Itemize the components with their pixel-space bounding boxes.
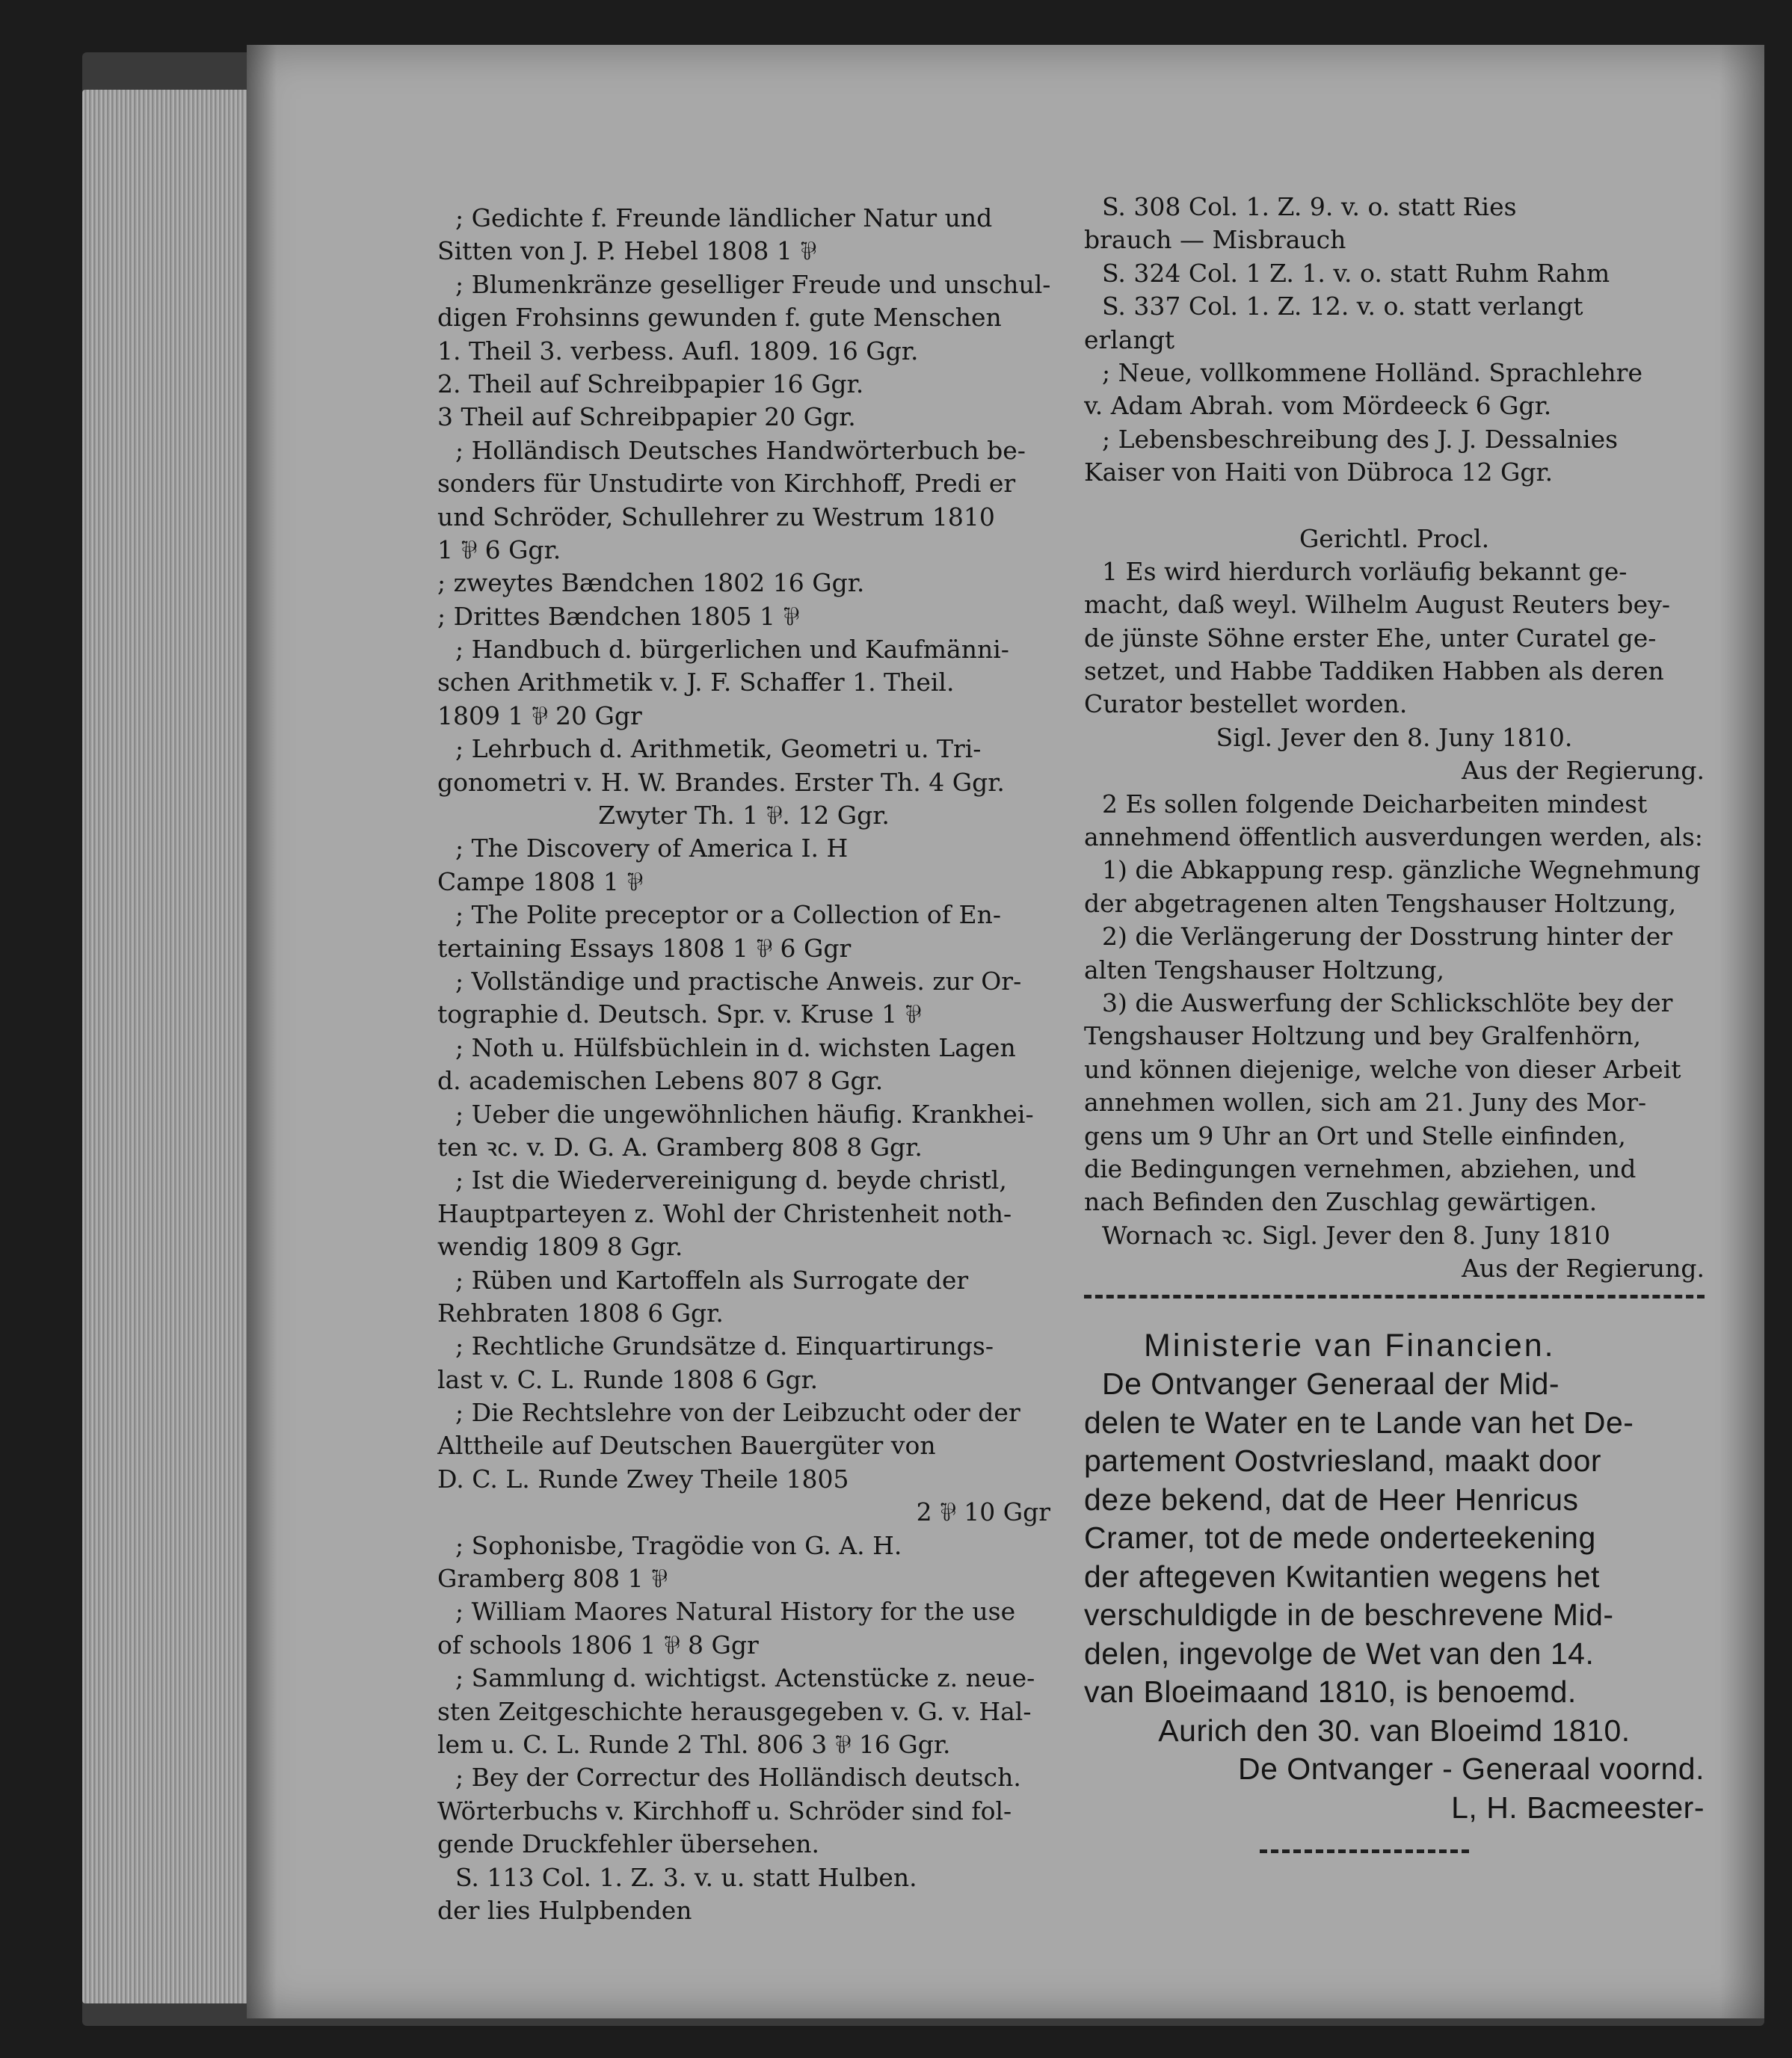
text-line: ; Lebensbeschreibung des J. J. Dessalnies	[1102, 424, 1619, 454]
text-line: Sigl. Jever den 8. Juny 1810.	[1216, 722, 1573, 752]
text-line: 1 Es wird hierdurch vorläufig bekannt ge-	[1102, 556, 1628, 586]
text-line: L, H. Bacmeester-	[1451, 1790, 1705, 1825]
text-line: tertaining Essays 1808 1 ⅌ 6 Ggr	[437, 933, 852, 963]
text-line: 1. Theil 3. verbess. Aufl. 1809. 16 Ggr.	[437, 336, 919, 366]
text-line: sonders für Unstudirte von Kirchhoff, Predi er	[437, 469, 1016, 499]
text-line: Tengshauser Holtzung und bey Gralfenhörn,	[1084, 1021, 1642, 1051]
text-line: ; Drittes Bændchen 1805 1 ⅌	[437, 601, 800, 631]
text-line: der lies Hulpbenden	[437, 1895, 692, 1925]
right-column	[1084, 191, 1705, 1858]
finance-ministry-notice	[1084, 1327, 1705, 1828]
text-line: gonometri v. H. W. Brandes. Erster Th. 4 Ggr.	[437, 767, 1005, 797]
text-line: annehmen wollen, sich am 21. Juny des Mor-	[1084, 1088, 1647, 1118]
text-line: brauch — Misbrauch	[1084, 225, 1346, 255]
page-edge-shadow	[1719, 45, 1764, 2018]
text-line: wendig 1809 8 Ggr.	[437, 1232, 683, 1262]
text-line: ; Die Rechtslehre von der Leibzucht oder der	[455, 1398, 1020, 1428]
text-line: und Schröder, Schullehrer zu Westrum 1810	[437, 502, 995, 532]
text-line: annehmend öffentlich ausverdungen werden, als:	[1084, 822, 1703, 852]
text-line: sten Zeitgeschichte herausgegeben v. G. v. Hal-	[437, 1696, 1032, 1726]
text-line: Gerichtl. Procl.	[1299, 523, 1490, 553]
text-line: der abgetragenen alten Tengshauser Holtzung,	[1084, 888, 1677, 918]
text-line: Sitten von J. P. Hebel 1808 1 ⅌	[437, 236, 816, 266]
text-line: ; Ist die Wiedervereinigung d. beyde christl,	[455, 1165, 1007, 1195]
text-line: lem u. C. L. Runde 2 Thl. 806 3 ⅌ 16 Ggr.	[437, 1729, 951, 1759]
text-line: 2. Theil auf Schreibpapier 16 Ggr.	[437, 369, 864, 398]
text-line: tographie d. Deutsch. Spr. v. Kruse 1 ⅌	[437, 999, 922, 1029]
text-line: setzet, und Habbe Taddiken Habben als deren	[1084, 656, 1664, 686]
text-line: of schools 1806 1 ⅌ 8 Ggr	[437, 1630, 759, 1660]
text-line: last v. C. L. Runde 1808 6 Ggr.	[437, 1364, 819, 1394]
text-line: nach Befinden den Zuschlag gewärtigen.	[1084, 1187, 1598, 1217]
text-line: Curator bestellet worden.	[1084, 689, 1408, 719]
text-line: d. academischen Lebens 807 8 Ggr.	[437, 1066, 884, 1096]
text-line: 2 Es sollen folgende Deicharbeiten mindest	[1102, 789, 1648, 819]
text-line: macht, daß weyl. Wilhelm August Reuters bey-	[1084, 590, 1671, 620]
text-line: ; The Discovery of America I. H	[455, 834, 849, 863]
text-line: ; Handbuch d. bürgerlichen und Kaufmänni-	[455, 635, 1009, 665]
section-divider	[1084, 1295, 1705, 1304]
text-line: D. C. L. Runde Zwey Theile 1805	[437, 1464, 849, 1494]
text-line: De Ontvanger - Generaal voornd.	[1238, 1752, 1705, 1786]
text-line: De Ontvanger Generaal der Mid-	[1102, 1367, 1560, 1401]
text-line: und können diejenige, welche von dieser Arbeit	[1084, 1054, 1681, 1084]
text-line: die Bedingungen vernehmen, abziehen, und	[1084, 1153, 1636, 1183]
text-line: verschuldigde in de beschrevene Mid-	[1084, 1598, 1614, 1632]
text-line: gens um 9 Uhr an Ort und Stelle einfinden,	[1084, 1121, 1626, 1150]
text-line: Ministerie van Financien.	[1144, 1327, 1556, 1364]
text-line: ; Bey der Correctur des Holländisch deutsch.	[455, 1763, 1021, 1793]
text-line: ; Neue, vollkommene Holländ. Sprachlehre	[1102, 357, 1642, 387]
page-edges	[82, 90, 262, 2003]
text-line: 2) die Verlängerung der Dosstrung hinter der	[1102, 922, 1673, 952]
left-column	[437, 202, 1050, 1927]
errata-and-book-list	[1084, 191, 1705, 490]
text-line: Kaiser von Haiti von Dübroca 12 Ggr.	[1084, 457, 1554, 487]
text-line: ; The Polite preceptor or a Collection of En-	[455, 900, 1001, 930]
text-line: Hauptparteyen z. Wohl der Christenheit noth-	[437, 1198, 1012, 1228]
end-divider	[1260, 1849, 1469, 1858]
text-line: ; Noth u. Hülfsbüchlein in d. wichsten Lagen	[455, 1032, 1016, 1062]
text-line: Campe 1808 1 ⅌	[437, 866, 643, 896]
text-line: van Bloeimaand 1810, is benoemd.	[1084, 1675, 1577, 1709]
text-line: der aftegeven Kwitantien wegens het	[1084, 1559, 1600, 1594]
text-line: Alttheile auf Deutschen Bauergüter von	[437, 1431, 936, 1461]
text-line: erlangt	[1084, 324, 1175, 354]
text-line: 1809 1 ⅌ 20 Ggr	[437, 700, 642, 730]
text-line: ; William Maores Natural History for the use	[455, 1597, 1016, 1627]
text-line: ; Rechtliche Grundsätze d. Einquartirungs-	[455, 1331, 994, 1361]
text-line: de jünste Söhne erster Ehe, unter Curatel ge-	[1084, 623, 1657, 653]
text-line: partement Oostvriesland, maakt door	[1084, 1444, 1602, 1478]
text-line: 1 ⅌ 6 Ggr.	[437, 534, 561, 564]
text-line: 3 Theil auf Schreibpapier 20 Ggr.	[437, 402, 856, 432]
text-line: S. 337 Col. 1. Z. 12. v. o. statt verlangt	[1102, 292, 1583, 321]
text-line: Wörterbuchs v. Kirchhoff u. Schröder sind fol-	[437, 1796, 1012, 1826]
text-line: delen te Water en te Lande van het De-	[1084, 1405, 1634, 1440]
text-line: ; Holländisch Deutsches Handwörterbuch be-	[455, 435, 1026, 465]
book-advertisement-list	[437, 202, 1050, 1927]
text-line: ; Blumenkränze geselliger Freude und unschul-	[455, 269, 1050, 299]
text-line: 2 ⅌ 10 Ggr	[916, 1497, 1050, 1527]
text-line: ; Vollständige und practische Anweis. zur Or-	[455, 966, 1022, 996]
text-line: deze bekend, dat de Heer Henricus	[1084, 1482, 1579, 1517]
text-line: S. 308 Col. 1. Z. 9. v. o. statt Ries	[1102, 192, 1517, 221]
text-line: Cramer, tot de mede onderteekening	[1084, 1521, 1596, 1555]
text-line: Zwyter Th. 1 ⅌. 12 Ggr.	[598, 801, 890, 831]
text-line: ; Gedichte f. Freunde ländlicher Natur und	[455, 203, 993, 232]
text-line: Wornach ꝛc. Sigl. Jever den 8. Juny 1810	[1102, 1220, 1610, 1250]
text-line: ten ꝛc. v. D. G. A. Gramberg 808 8 Ggr.	[437, 1132, 923, 1162]
text-line: v. Adam Abrah. vom Mördeeck 6 Ggr.	[1084, 391, 1552, 421]
gutter-shadow	[247, 45, 277, 2018]
text-line: S. 113 Col. 1. Z. 3. v. u. statt Hulben.	[455, 1862, 917, 1892]
text-line: ; Rüben und Kartoffeln als Surrogate der	[455, 1265, 969, 1295]
text-line: ; Sophonisbe, Tragödie von G. A. H.	[455, 1530, 902, 1560]
text-line: Aus der Regierung.	[1462, 1254, 1705, 1284]
text-line: gende Druckfehler übersehen.	[437, 1829, 820, 1859]
text-line: ; zweytes Bændchen 1802 16 Ggr.	[437, 568, 865, 598]
text-line: 1) die Abkappung resp. gänzliche Wegnehmung	[1102, 855, 1701, 885]
text-line: ; Sammlung d. wichtigst. Actenstücke z. neue-	[455, 1663, 1035, 1693]
text-line: Rehbraten 1808 6 Ggr.	[437, 1298, 724, 1328]
text-line: schen Arithmetik v. J. F. Schaffer 1. Theil.	[437, 668, 955, 697]
text-line: alten Tengshauser Holtzung,	[1084, 955, 1444, 985]
text-line: ; Lehrbuch d. Arithmetik, Geometri u. Tri-	[455, 734, 982, 764]
text-line: Aurich den 30. van Bloeimd 1810.	[1158, 1713, 1631, 1748]
text-line: Gramberg 808 1 ⅌	[437, 1564, 668, 1594]
text-line: delen, ingevolge de Wet van den 14.	[1084, 1636, 1595, 1671]
text-line: digen Frohsinns gewunden f. gute Menschen	[437, 303, 1002, 333]
text-line: Aus der Regierung.	[1462, 756, 1705, 786]
text-line: 3) die Auswerfung der Schlickschlöte bey der	[1102, 988, 1673, 1017]
spacer	[1084, 490, 1705, 523]
text-line: S. 324 Col. 1 Z. 1. v. o. statt Ruhm Rahm	[1102, 258, 1610, 288]
text-line: ; Ueber die ungewöhnlichen häufig. Krankhei-	[455, 1099, 1034, 1129]
court-proclamation	[1084, 523, 1705, 1286]
